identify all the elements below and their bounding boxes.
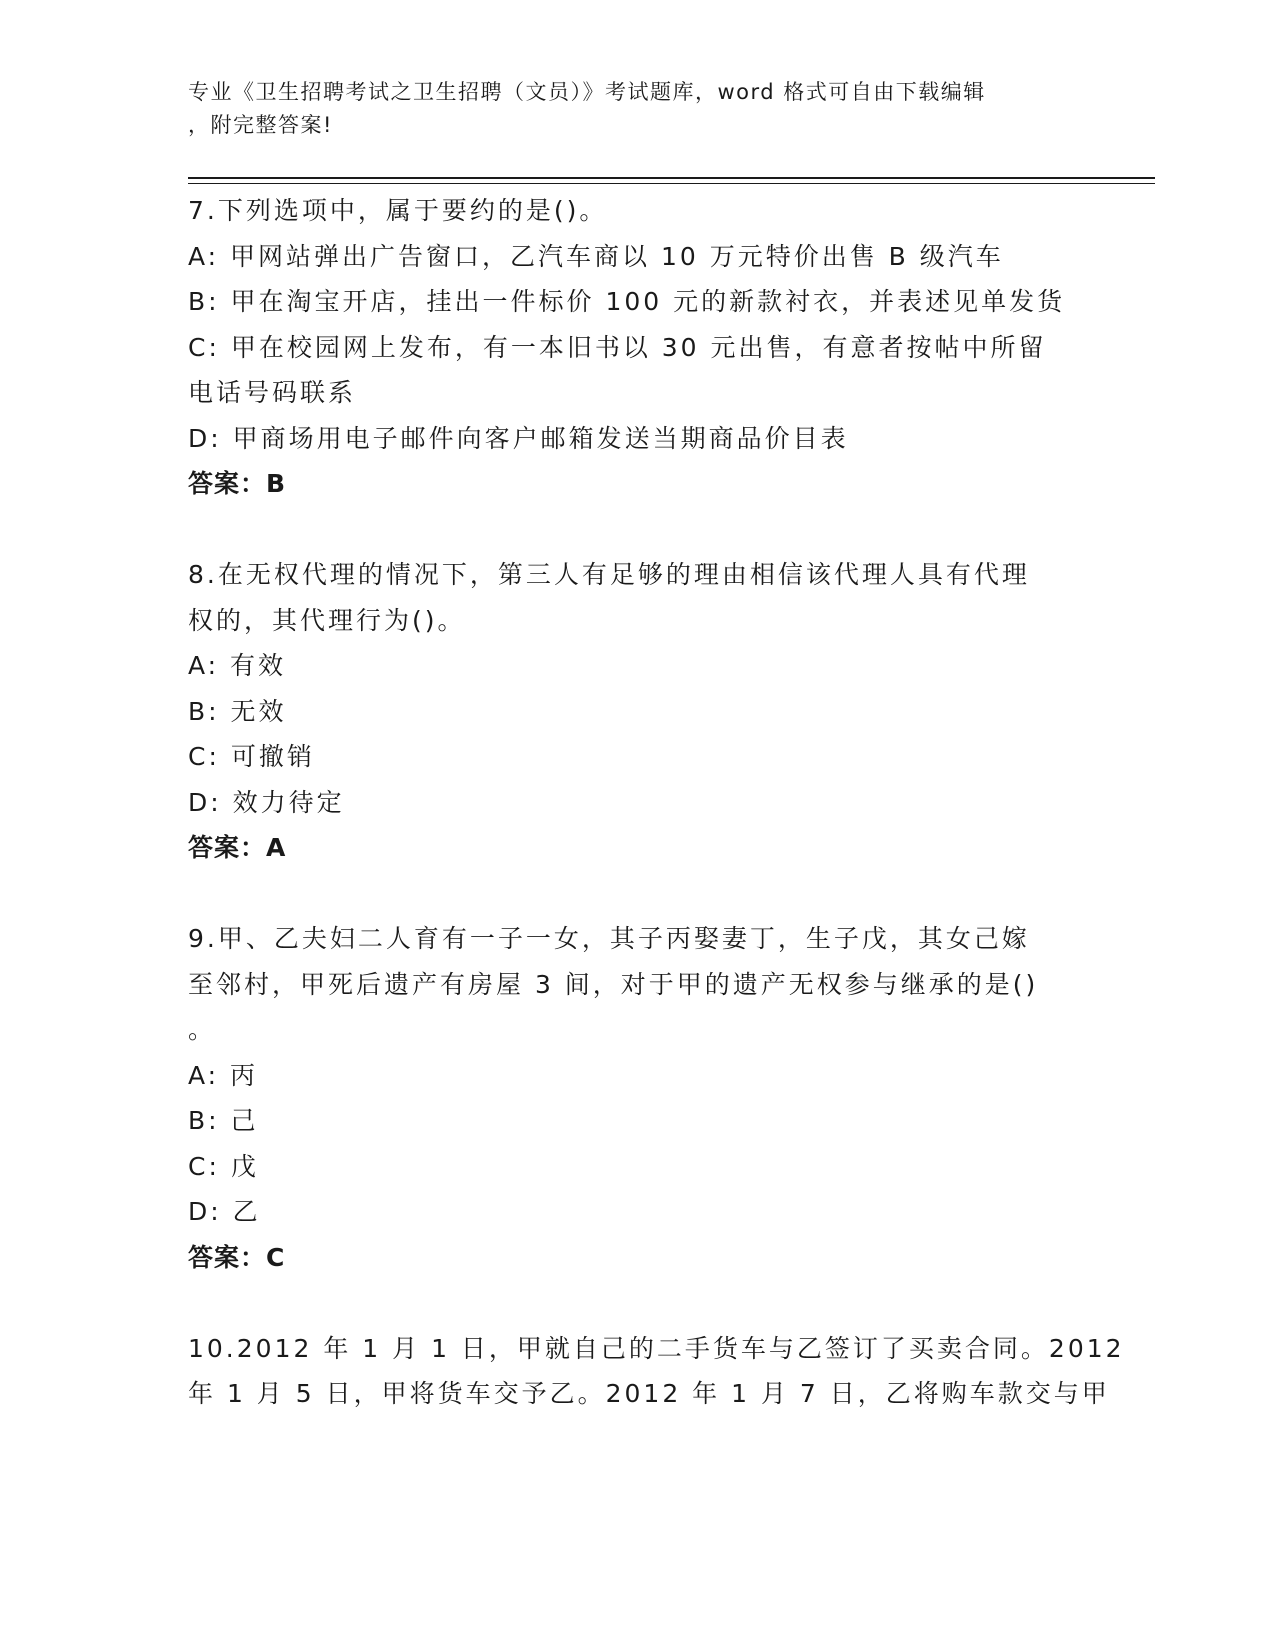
answer-line: 答案：C [188,1242,286,1272]
option-d: D: 乙 [188,1197,261,1226]
option-b: B: 甲在淘宝开店，挂出一件标价 100 元的新款衬衣，并表述见单发货 [188,287,1066,316]
document-header [188,76,1068,142]
option-c: C: 可撤销 [188,742,315,771]
option-b: B: 己 [188,1106,259,1135]
option-c: C: 戊 [188,1151,259,1181]
question-stem-continued: 权的，其代理行为()。 [188,605,466,635]
answer-line: 答案：A [188,833,287,862]
option-d: D: 甲商场用电子邮件向客户邮箱发送当期商品价目表 [188,423,849,453]
question-block [188,1326,1125,1417]
question-stem-continued: 至邻村，甲死后遗产有房屋 3 间，对于甲的遗产无权参与继承的是() [188,969,1039,999]
question-stem-continued: 年 1 月 5 日，甲将货车交予乙。2012 年 1 月 7 日，乙将购车款交与甲 [188,1379,1110,1408]
question-spacer [188,871,1108,917]
option-a: A: 有效 [188,651,287,680]
question-stem-continued: 。 [188,1015,217,1044]
question-stem: 9.甲、乙夫妇二人育有一子一女，其子丙娶妻丁，生子戊，其女己嫁 [188,924,1030,953]
option-a: A: 甲网站弹出广告窗口，乙汽车商以 10 万元特价出售 B 级汽车 [188,241,1004,271]
header-line-2: ，附完整答案! [188,113,333,137]
option-a: A: 丙 [188,1060,259,1090]
question-block [188,916,1108,1280]
question-list [188,188,1125,1417]
question-stem: 7.下列选项中，属于要约的是()。 [188,196,608,225]
header-divider-thin [188,183,1155,184]
option-c: C: 甲在校园网上发布，有一本旧书以 30 元出售，有意者按帖中所留 [188,332,1047,362]
header-line-1: 专业《卫生招聘考试之卫生招聘（文员）》考试题库，word 格式可自由下载编辑 [188,80,986,104]
question-spacer [188,1280,1108,1326]
question-block [188,552,1108,871]
option-b: B: 无效 [188,696,287,726]
question-stem: 8.在无权代理的情况下，第三人有足够的理由相信该代理人具有代理 [188,560,1030,589]
option-c-continued: 电话号码联系 [188,378,357,407]
answer-line: 答案：B [188,469,287,498]
option-d: D: 效力待定 [188,787,345,817]
header-divider-thick [188,177,1155,179]
question-block [188,188,1108,507]
question-stem: 10.2012 年 1 月 1 日，甲就自己的二手货车与乙签订了买卖合同。2012 [188,1333,1125,1363]
question-spacer [188,507,1108,553]
